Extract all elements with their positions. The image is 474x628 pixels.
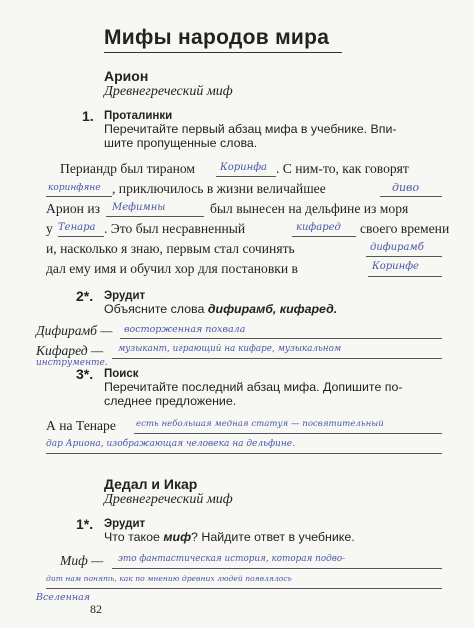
task-instruction — [104, 530, 355, 544]
task-name: Эрудит — [104, 290, 146, 302]
answer-handwriting: дар Ариона, изображающая человека на дельфине. — [46, 439, 295, 449]
blank-line — [368, 276, 442, 277]
fill-text: А на Тенаре — [46, 418, 116, 433]
blank-line — [292, 236, 356, 237]
answer-handwriting: Коринфа — [220, 162, 267, 173]
term-myth: Миф — — [60, 553, 104, 568]
page-title: Мифы народов мира — [104, 26, 330, 49]
answer-line — [112, 568, 442, 569]
task-name: Эрудит — [104, 518, 146, 530]
instruction-text: ? Найдите ответ в учебнике. — [191, 530, 355, 544]
answer-handwriting: дифирамб — [370, 242, 424, 253]
answer-handwriting: дит нам понять, как по мнению древних людей появлялось — [46, 574, 292, 583]
fill-text: был вынесен на дельфине из моря — [210, 201, 409, 216]
answer-line — [112, 358, 442, 359]
term-kitharode: Кифаред — — [36, 343, 104, 358]
task-number: 1*. — [76, 516, 94, 532]
fill-text: , приключилось в жизни величайшее — [112, 181, 326, 196]
task-name: Проталинки — [104, 110, 173, 122]
task-instruction: Перечитайте последний абзац мифа. Допишите по- — [104, 380, 403, 394]
fill-text: Арион из — [46, 201, 101, 216]
story-genre-arion: Древнегреческий миф — [104, 84, 233, 99]
answer-handwriting: коринфяне — [48, 183, 101, 193]
task-number: 2*. — [76, 288, 94, 304]
fill-text: . С ним-то, как говорят — [276, 161, 409, 176]
answer-line — [134, 433, 442, 434]
task-instruction: следнее предложение. — [104, 394, 237, 408]
task-instruction: Перечитайте первый абзац мифа в учебнике. Впи- — [104, 122, 397, 136]
answer-handwriting: восторженная похвала — [124, 324, 246, 335]
answer-handwriting: музыкант, играющий на кифаре, музыкальном — [118, 344, 342, 354]
task-number: 1. — [82, 108, 94, 124]
answer-handwriting: диво — [392, 181, 420, 194]
task-instruction: шите пропущенные слова. — [104, 136, 258, 150]
fill-text: и, насколько я знаю, первым стал сочинять — [46, 241, 295, 256]
answer-handwriting: Коринфе — [372, 261, 419, 272]
fill-text: дал ему имя и обучил хор для постановки в — [46, 261, 298, 276]
instruction-term: миф — [163, 530, 192, 544]
fill-text: у — [46, 221, 53, 236]
answer-handwriting: есть небольшая медная статуя — посвятительный — [136, 419, 384, 429]
instruction-text: Объясните слова — [104, 302, 208, 316]
answer-line — [120, 338, 442, 339]
task-instruction — [104, 302, 337, 316]
answer-handwriting: кифаред — [296, 222, 341, 233]
fill-text: своего времени — [360, 221, 450, 236]
answer-handwriting: Вселенная — [36, 592, 91, 603]
blank-line — [106, 216, 204, 217]
task-number: 3*. — [76, 366, 94, 382]
blank-line — [216, 176, 276, 177]
story-title-arion: Арион — [104, 68, 149, 84]
instruction-text: Что такое — [104, 530, 164, 544]
page-number: 82 — [90, 602, 102, 616]
instruction-terms: дифирамб, кифаред. — [207, 302, 338, 316]
blank-line — [380, 196, 442, 197]
story-genre-daedalus: Древнегреческий миф — [104, 492, 233, 507]
fill-text: . Это был несравненный — [104, 221, 246, 236]
fill-text: Периандр был тираном — [60, 161, 196, 176]
answer-handwriting: Мефимны — [112, 202, 166, 213]
task-name: Поиск — [104, 368, 139, 380]
blank-line — [366, 256, 442, 257]
answer-line — [46, 453, 442, 454]
answer-handwriting: это фантастическая история, которая подво- — [118, 554, 346, 564]
story-title-daedalus: Дедал и Икар — [104, 476, 198, 492]
title-underline — [104, 52, 342, 53]
blank-line — [58, 236, 104, 237]
answer-handwriting: инструменте. — [36, 358, 108, 368]
term-dithyramb: Дифирамб — — [36, 323, 113, 338]
answer-handwriting: Тенара — [58, 222, 96, 233]
blank-line — [46, 196, 112, 197]
answer-line — [46, 588, 442, 589]
